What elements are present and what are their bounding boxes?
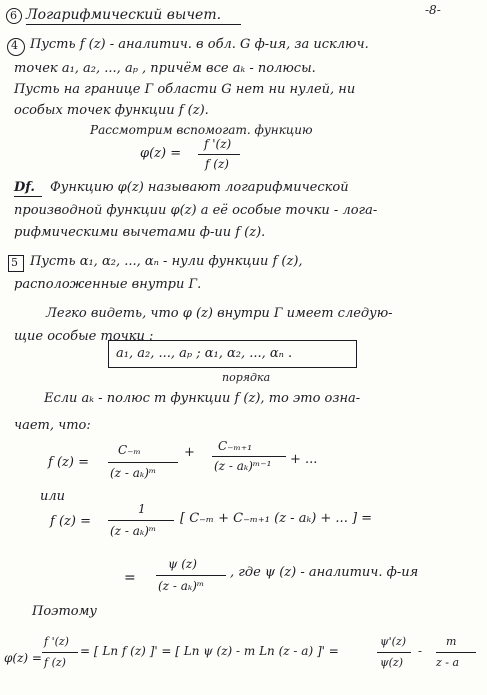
eq5-num: f '(z): [44, 635, 69, 648]
df-line2: производной функции φ(z) а её особые точки - лога-: [14, 203, 378, 218]
eq1-den: f (z): [205, 157, 229, 171]
eq5-bar: [42, 652, 78, 653]
item5-line2: расположенные внутри Г.: [14, 277, 202, 292]
order-note: порядка: [222, 371, 271, 384]
eq4-tail: , где ψ (z) - аналитич. ф-ия: [230, 565, 419, 580]
eq2-term1-den: (z - aₖ)ᵐ: [110, 466, 157, 480]
item4-line3: Пусть на границе Г области G нет ни нулей, ни: [14, 82, 356, 97]
eq4-eq: =: [124, 570, 136, 586]
item4-line4: особых точек функции f (z).: [14, 103, 209, 118]
consider-text: Рассмотрим вспомогат. функцию: [90, 123, 313, 137]
eq3-bar: [108, 520, 174, 521]
section-number: 6: [10, 9, 17, 22]
section-title-underline: [26, 24, 241, 25]
section-title: Логарифмический вычет.: [26, 7, 222, 23]
eq4-num: ψ (z): [168, 557, 197, 571]
item4-number: 4: [11, 39, 18, 52]
item5-number: 5: [11, 256, 18, 269]
eq5-r2-num: m: [446, 635, 457, 648]
eq5-minus: -: [418, 644, 423, 658]
easy-line1: Легко видеть, что φ (z) внутри Г имеет следую-: [46, 306, 393, 321]
or-text: или: [40, 489, 66, 504]
if-pole-line1: Если aₖ - полюс m функции f (z), то это озна-: [44, 391, 361, 406]
therefore-text: Поэтому: [32, 604, 97, 619]
eq1-num: f '(z): [204, 137, 232, 151]
eq5-r2-den: z - a: [436, 656, 460, 669]
eq4-bar: [156, 575, 226, 576]
page-number: -8-: [425, 3, 441, 17]
eq2-term2-num: C₋ₘ₊₁: [218, 439, 253, 453]
eq2-plus: +: [184, 445, 195, 460]
eq2-term1-bar: [108, 462, 178, 463]
eq2-term1-num: C₋ₘ: [118, 443, 141, 457]
eq2-term2-den: (z - aₖ)ᵐ⁻¹: [214, 459, 272, 473]
singular-points: a₁, a₂, ..., aₚ ; α₁, α₂, ..., αₙ .: [116, 346, 293, 361]
eq5-r1-bar: [377, 652, 411, 653]
eq5-r1-num: ψ'(z): [380, 635, 407, 648]
item5-line1: Пусть α₁, α₂, ..., αₙ - нули функции f (z),: [30, 254, 303, 269]
df-underline: [14, 196, 42, 197]
eq1-fraction-bar: [198, 154, 240, 155]
eq5-mid: = [ Ln f (z) ]' = [ Ln ψ (z) - m Ln (z - a) ]' =: [80, 644, 339, 658]
if-pole-line2: чает, что:: [14, 418, 91, 433]
df-line1: Функцию φ(z) называют логарифмической: [50, 180, 349, 195]
df-line3: рифмическими вычетами ф-ии f (z).: [14, 225, 266, 240]
eq5-lhs: φ(z) =: [4, 651, 42, 665]
eq5-den: f (z): [44, 656, 66, 669]
eq3-den: (z - aₖ)ᵐ: [110, 524, 157, 538]
df-tag: Df.: [14, 180, 35, 195]
eq1-lhs: φ(z) =: [140, 146, 182, 161]
eq4-den: (z - aₖ)ᵐ: [158, 579, 205, 593]
eq5-r1-den: ψ(z): [380, 656, 404, 669]
easy-line2: щие особые точки :: [14, 329, 154, 344]
item4-line2: точек a₁, a₂, ..., aₚ , причём все aₖ - полюсы.: [14, 61, 316, 76]
eq3-bracket: [ C₋ₘ + C₋ₘ₊₁ (z - aₖ) + ... ] =: [180, 511, 373, 526]
eq2-term2-bar: [212, 456, 286, 457]
item4-line1: Пусть f (z) - аналитич. в обл. G ф-ия, за исключ.: [30, 37, 369, 52]
eq3-num: 1: [138, 502, 146, 516]
eq2-tail: + ...: [290, 452, 318, 467]
eq3-lhs: f (z) =: [50, 514, 91, 529]
eq2-lhs: f (z) =: [48, 455, 89, 470]
eq5-r2-bar: [436, 652, 476, 653]
